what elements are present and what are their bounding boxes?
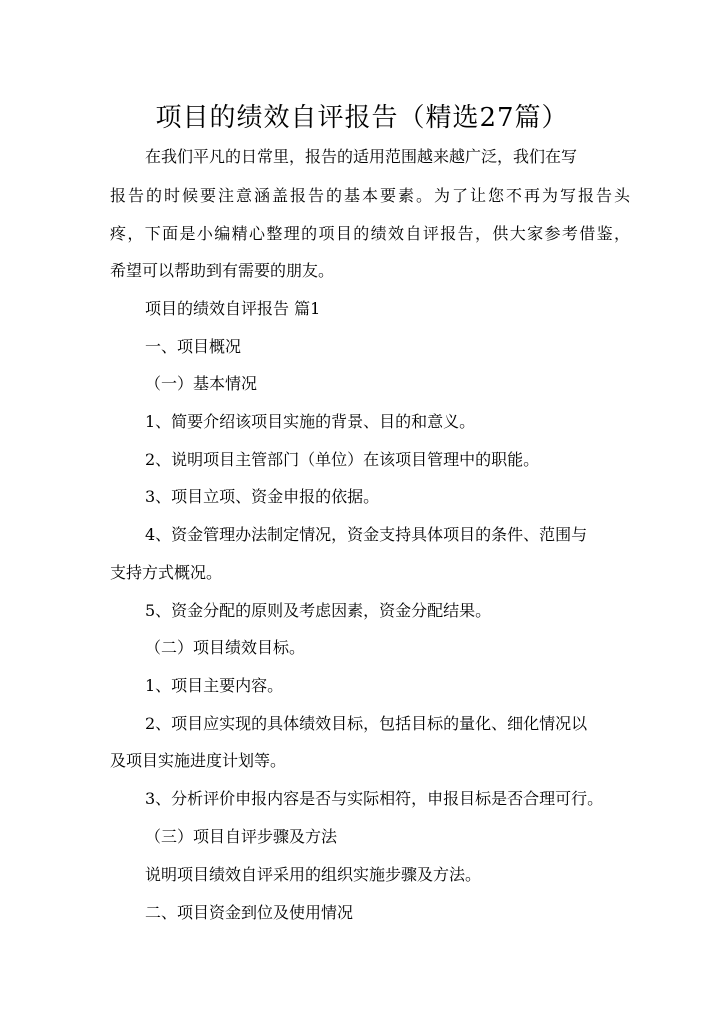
- intro-line-3: 疼，下面是小编精心整理的项目的绩效自评报告，供大家参考借鉴，: [110, 224, 630, 243]
- sub3-heading: （三）项目自评步骤及方法: [145, 827, 338, 846]
- item-1-4-line-2: 支持方式概况。: [110, 563, 223, 582]
- intro-line-1: 在我们平凡的日常里，报告的适用范围越来越广泛，我们在写: [145, 147, 578, 166]
- sub3-text: 说明项目绩效自评采用的组织实施步骤及方法。: [145, 865, 482, 884]
- document-title: 项目的绩效自评报告（精选27篇）: [155, 103, 569, 133]
- intro-line-4: 希望可以帮助到有需要的朋友。: [110, 261, 335, 280]
- item-2-3: 3、分析评价申报内容是否与实际相符，申报目标是否合理可行。: [145, 789, 604, 808]
- sub2-heading: （二）项目绩效目标。: [145, 638, 306, 657]
- sub1-heading: （一）基本情况: [145, 374, 258, 393]
- section-heading: 项目的绩效自评报告 篇1: [145, 299, 321, 318]
- item-1-4-line-1: 4、资金管理办法制定情况，资金支持具体项目的条件、范围与: [145, 525, 588, 544]
- part2-heading: 二、项目资金到位及使用情况: [145, 903, 354, 922]
- item-1-3: 3、项目立项、资金申报的依据。: [145, 487, 380, 506]
- item-2-2-line-1: 2、项目应实现的具体绩效目标，包括目标的量化、细化情况以: [145, 714, 588, 733]
- item-2-2-line-2: 及项目实施进度计划等。: [110, 751, 287, 770]
- item-2-1: 1、项目主要内容。: [145, 676, 284, 695]
- part1-heading: 一、项目概况: [145, 337, 242, 356]
- item-1-2: 2、说明项目主管部门（单位）在该项目管理中的职能。: [145, 450, 540, 469]
- item-1-5: 5、资金分配的原则及考虑因素，资金分配结果。: [145, 601, 492, 620]
- item-1-1: 1、简要介绍该项目实施的背景、目的和意义。: [145, 412, 476, 431]
- intro-line-2: 报告的时候要注意涵盖报告的基本要素。为了让您不再为写报告头: [110, 186, 630, 205]
